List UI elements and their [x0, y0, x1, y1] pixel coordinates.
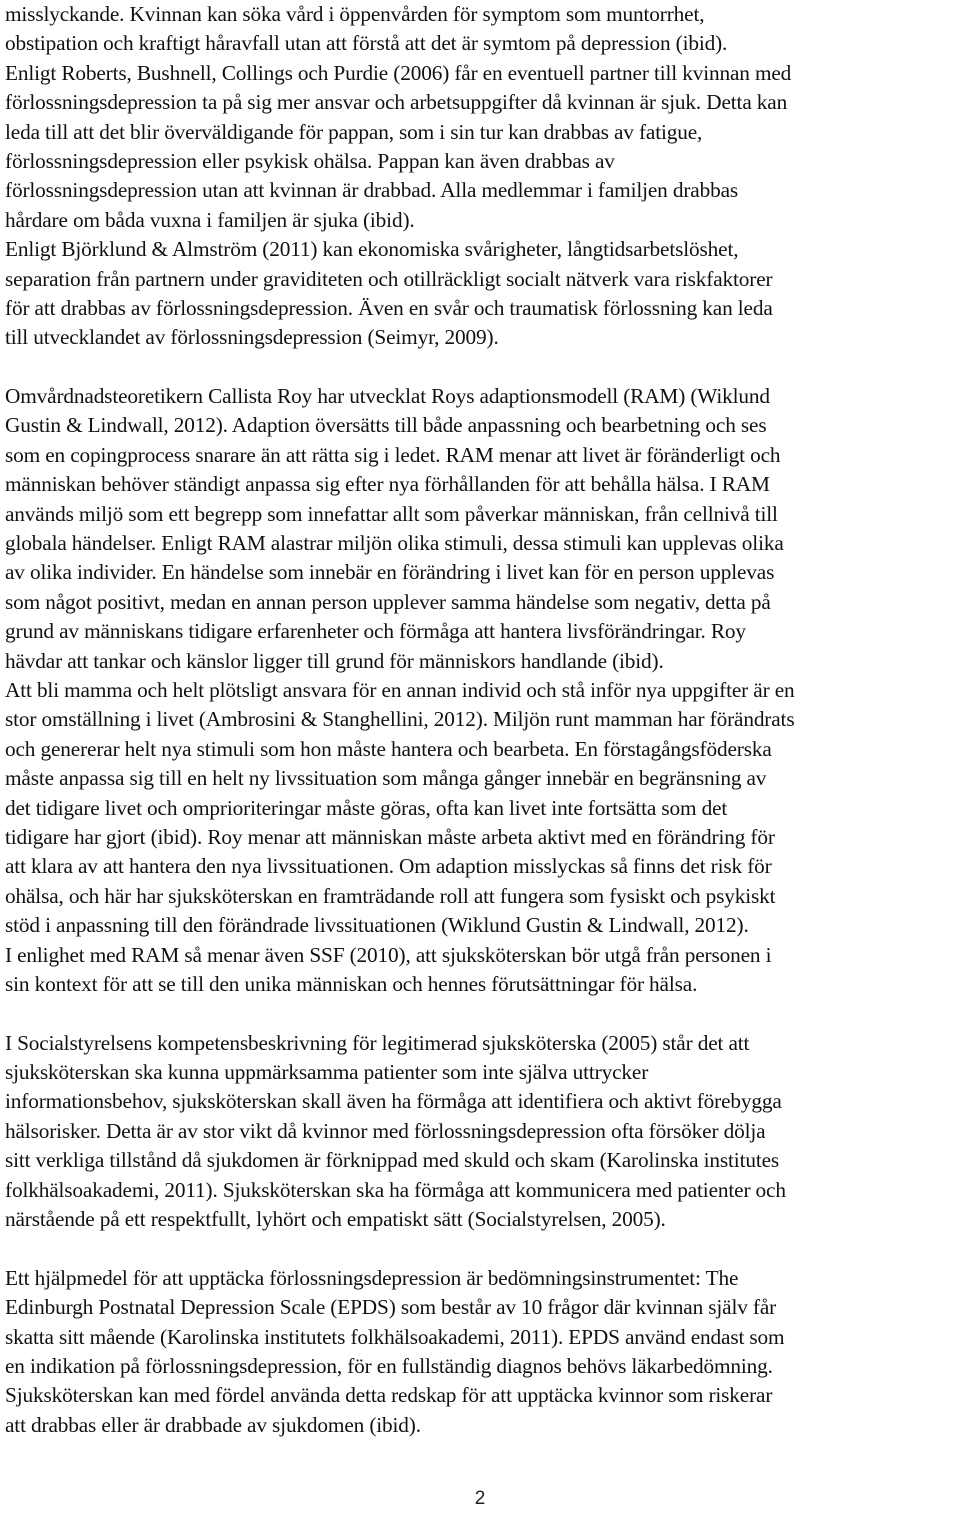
- text-line: Omvårdnadsteoretikern Callista Roy har utvecklat Roys adaptionsmodell (RAM) (Wiklund: [5, 384, 770, 409]
- text-line: informationsbehov, sjuksköterskan skall även ha förmåga att identifiera och aktivt förebygga: [5, 1089, 782, 1114]
- text-line: används miljö som ett begrepp som innefattar allt som påverkar människan, från cellnivå till: [5, 501, 778, 526]
- text-line: misslyckande. Kvinnan kan söka vård i öppenvården för symptom som muntorrhet,: [5, 2, 705, 26]
- text-line: Sjuksköterskan kan med fördel använda detta redskap för att upptäcka kvinnor som riskerar: [5, 1383, 773, 1408]
- text-line: sjuksköterskan ska kunna uppmärksamma patienter som inte själva uttrycker: [5, 1060, 649, 1085]
- paragraph-1: [5, 0, 960, 353]
- text-line: att klara av att hantera den nya livssituationen. Om adaption misslyckas så finns det risk för: [5, 854, 772, 879]
- text-line: leda till att det blir överväldigande för pappan, som i sin tur kan drabbas av fatigue,: [5, 119, 703, 144]
- text-line: Enligt Roberts, Bushnell, Collings och Purdie (2006) får en eventuell partner till kvinnan med: [5, 60, 792, 85]
- text-line: stöd i anpassning till den förändrade livssituationen (Wiklund Gustin & Lindwall, 2012).: [5, 913, 749, 938]
- text-line: Edinburgh Postnatal Depression Scale (EPDS) som består av 10 frågor där kvinnan själv får: [5, 1295, 777, 1320]
- page-number: 2: [474, 1488, 486, 1509]
- text-line: det tidigare livet och omprioriteringar måste göras, ofta kan livet inte fortsätta som det: [5, 795, 728, 820]
- text-line: sin kontext för att se till den unika människan och hennes förutsättningar för hälsa.: [5, 971, 698, 996]
- text-line: förlossningsdepression ta på sig mer ansvar och arbetsuppgifter då kvinnan är sjuk. Detta kan: [5, 90, 788, 115]
- text-line: globala händelser. Enligt RAM alastrar miljön olika stimuli, dessa stimuli kan upplevas olika: [5, 531, 784, 556]
- text-line: och genererar helt nya stimuli som hon måste hantera och bearbeta. En förstagångsföderska: [5, 736, 772, 761]
- paragraph-spacer: [5, 1234, 960, 1263]
- text-line: I Socialstyrelsens kompetensbeskrivning för legitimerad sjuksköterska (2005) står det att: [5, 1030, 750, 1055]
- text-line: obstipation och kraftigt håravfall utan att förstå att det är symtom på depression (ibid).: [5, 31, 728, 56]
- text-line: till utvecklandet av förlossningsdepression (Seimyr, 2009).: [5, 325, 499, 350]
- text-line: som något positivt, medan en annan person upplever samma händelse som negativ, detta på: [5, 589, 771, 614]
- text-line: en indikation på förlossningsdepression, för en fullständig diagnos behövs läkarbedömning.: [5, 1353, 773, 1378]
- text-line: av olika individer. En händelse som innebär en förändring i livet kan för en person upplevas: [5, 560, 775, 585]
- text-line: hårdare om båda vuxna i familjen är sjuka (ibid).: [5, 207, 415, 232]
- body-text: [5, 0, 960, 1440]
- paragraph-spacer: [5, 353, 960, 382]
- text-line: I enlighet med RAM så menar även SSF (2010), att sjuksköterskan bör utgå från personen i: [5, 942, 772, 967]
- paragraph-spacer: [5, 999, 960, 1028]
- paragraph-2: [5, 382, 960, 999]
- text-line: ohälsa, och här har sjuksköterskan en framträdande roll att fungera som fysiskt och psykiskt: [5, 883, 776, 908]
- text-line: förlossningsdepression utan att kvinnan är drabbad. Alla medlemmar i familjen drabbas: [5, 178, 739, 203]
- text-line: grund av människans tidigare erfarenheter och förmåga att hantera livsförändringar. Roy: [5, 619, 746, 644]
- text-line: Gustin & Lindwall, 2012). Adaption översätts till både anpassning och bearbetning och ses: [5, 413, 767, 438]
- text-line: förlossningsdepression eller psykisk ohälsa. Pappan kan även drabbas av: [5, 148, 615, 173]
- text-line: stor omställning i livet (Ambrosini & Stanghellini, 2012). Miljön runt mamman har förändrats: [5, 707, 795, 732]
- text-line: sitt verkliga tillstånd då sjukdomen är förknippad med skuld och skam (Karolinska institutes: [5, 1148, 780, 1173]
- text-line: Ett hjälpmedel för att upptäcka förlossningsdepression är bedömningsinstrumentet: The: [5, 1265, 739, 1290]
- text-line: folkhälsoakademi, 2011). Sjuksköterskan ska ha förmåga att kommunicera med patienter och: [5, 1177, 786, 1202]
- text-line: Enligt Björklund & Almström (2011) kan ekonomiska svårigheter, långtidsarbetslöshet,: [5, 237, 739, 262]
- text-line: att drabbas eller är drabbade av sjukdomen (ibid).: [5, 1412, 421, 1437]
- text-line: Att bli mamma och helt plötsligt ansvara för en annan individ och stå inför nya uppgifter är en: [5, 677, 795, 702]
- text-line: människan behöver ständigt anpassa sig efter nya förhållanden för att behålla hälsa. I RAM: [5, 472, 770, 497]
- text-line: skatta sitt mående (Karolinska institutets folkhälsoakademi, 2011). EPDS använd endast som: [5, 1324, 785, 1349]
- paragraph-3: [5, 1029, 960, 1235]
- text-line: separation från partnern under graviditeten och otillräckligt socialt nätverk vara riskfaktorer: [5, 266, 773, 291]
- text-line: tidigare har gjort (ibid). Roy menar att människan måste arbeta aktivt med en förändring för: [5, 824, 775, 849]
- text-line: närstående på ett respektfullt, lyhört och empatiskt sätt (Socialstyrelsen, 2005).: [5, 1207, 666, 1232]
- text-line: för att drabbas av förlossningsdepression. Även en svår och traumatisk förlossning kan leda: [5, 295, 773, 320]
- text-line: hälsorisker. Detta är av stor vikt då kvinnor med förlossningsdepression ofta försöker dölja: [5, 1118, 766, 1143]
- text-line: som en copingprocess snarare än att rätta sig i ledet. RAM menar att livet är föränderligt och: [5, 442, 781, 467]
- paragraph-4: [5, 1264, 960, 1440]
- text-line: måste anpassa sig till en helt ny livssituation som många gånger innebär en begränsning av: [5, 766, 767, 791]
- text-line: hävdar att tankar och känslor ligger till grund för människors handlande (ibid).: [5, 648, 664, 673]
